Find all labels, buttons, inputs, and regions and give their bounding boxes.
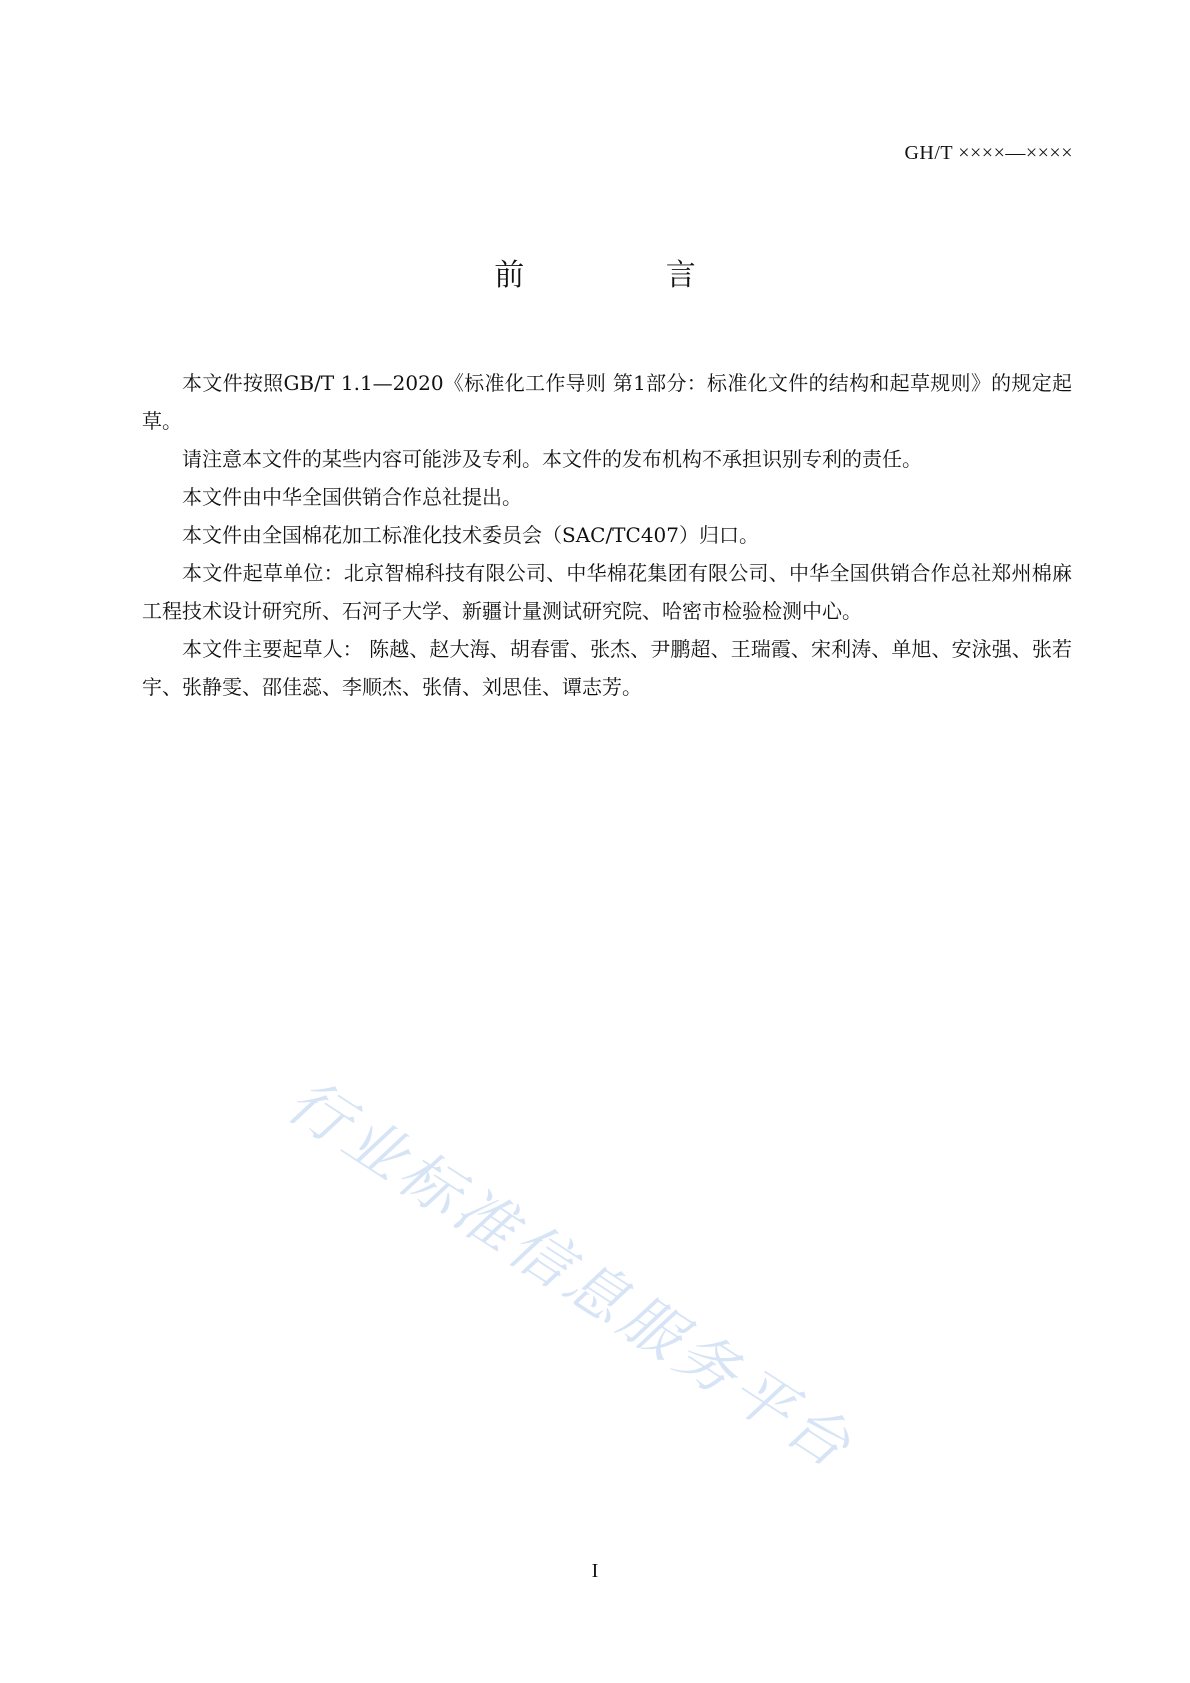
- standard-code: GH/T ××××—××××: [904, 142, 1073, 164]
- paragraph-drafting-rules: 本文件按照GB/T 1.1—2020《标准化工作导则 第1部分：标准化文件的结构和起草规则》的规定起草。: [142, 371, 1072, 433]
- watermark-text: 行业标准信息服务平台: [274, 1065, 867, 1485]
- paragraph-committee: 本文件由全国棉花加工标准化技术委员会（SAC/TC407）归口。: [182, 523, 760, 547]
- foreword-body: [142, 364, 1072, 706]
- page-number: I: [591, 1560, 599, 1582]
- paragraph-patent-notice: 请注意本文件的某些内容可能涉及专利。本文件的发布机构不承担识别专利的责任。: [182, 447, 922, 471]
- page-title: 前 言: [494, 258, 762, 293]
- paragraph-drafting-units: 本文件起草单位：北京智棉科技有限公司、中华棉花集团有限公司、中华全国供销合作总社郑州棉麻工程技术设计研究所、石河子大学、新疆计量测试研究院、哈密市检验检测中心。: [142, 561, 1072, 623]
- paragraph-proposer: 本文件由中华全国供销合作总社提出。: [182, 485, 522, 509]
- paragraph-drafters: 本文件主要起草人： 陈越、赵大海、胡春雷、张杰、尹鹏超、王瑞霞、宋利涛、单旭、安泳强、张若宇、张静雯、邵佳蕊、李顺杰、张倩、刘思佳、谭志芳。: [142, 637, 1072, 699]
